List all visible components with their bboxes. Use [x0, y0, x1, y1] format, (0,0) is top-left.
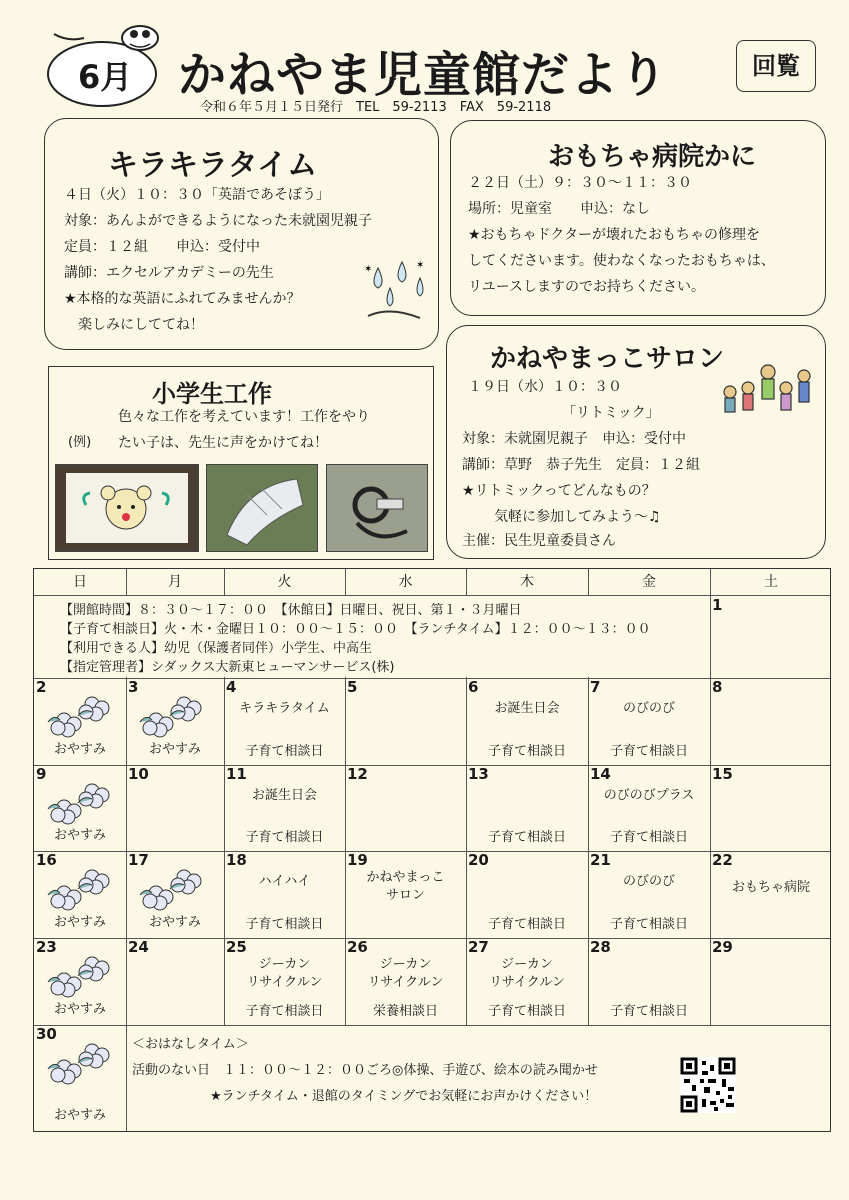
day-number: 9 — [36, 765, 47, 783]
info-line: 【指定管理者】シダックス大新東ヒューマンサービス(株) — [60, 660, 395, 675]
event-label: ジーカン — [379, 957, 432, 972]
kirakira-line: 講師：エクセルアカデミーの先生 — [64, 265, 274, 281]
day-number: 14 — [590, 765, 611, 783]
day-cell — [224, 851, 345, 938]
day-cell — [126, 938, 224, 1025]
story-title: ＜おはなしタイム＞ — [132, 1037, 249, 1052]
event-label: おもちゃ病院 — [731, 880, 810, 895]
salon-line: 対象：未就園児親子 申込：受付中 — [462, 431, 686, 447]
story-line: 活動のない日 １１：００～１２：００ごろ◎体操、手遊び、絵本の読み聞かせ — [132, 1063, 598, 1078]
day-cell — [224, 678, 345, 765]
consult-label: 子育て相談日 — [487, 830, 566, 845]
consult-label: 子育て相談日 — [245, 744, 324, 759]
holiday-label: おやすみ — [53, 828, 106, 843]
newsletter-title: かねやま児童館だより — [178, 47, 669, 103]
kousaku-line: 色々な工作を考えています！工作をやり — [118, 409, 370, 425]
omocha-line: してくださいます。使わなくなったおもちゃは、 — [468, 253, 775, 269]
omocha-line: リユースしますのでお持ちください。 — [468, 279, 706, 295]
consult-label: 子育て相談日 — [245, 830, 324, 845]
dow-fri: 金 — [642, 574, 656, 590]
info-block — [60, 601, 651, 677]
day-number: 29 — [712, 938, 733, 956]
issue-line: 令和６年５月１５日発行 TEL 59-2113 FAX 59-2118 — [200, 100, 552, 115]
salon-line: 気軽に参加してみよう～♫ — [494, 509, 661, 525]
day-number: 25 — [226, 938, 247, 956]
day-number: 1 — [712, 596, 723, 614]
consult-label: 子育て相談日 — [609, 830, 688, 845]
consult-label: 子育て相談日 — [609, 917, 688, 932]
day-cell — [710, 938, 832, 1025]
day-number: 8 — [712, 678, 723, 696]
event-label: のびのび — [622, 701, 675, 716]
event-label: お誕生日会 — [251, 788, 317, 803]
day-cell — [710, 765, 832, 851]
dow-tue: 火 — [277, 574, 292, 590]
day-cell — [588, 678, 710, 765]
hydrangea-icon — [44, 952, 114, 1000]
hydrangea-icon — [136, 865, 206, 913]
holiday-label: おやすみ — [148, 915, 201, 930]
circulate-badge: 回覧 — [736, 40, 816, 92]
children-dancing-illustration — [716, 362, 816, 420]
hydrangea-icon — [44, 692, 114, 740]
day-cell — [710, 851, 832, 938]
event-label: かねやまっこ — [366, 870, 445, 885]
kirakira-line: ★本格的な英語にふれてみませんか？ — [64, 291, 301, 307]
kousaku-title: 小学生工作 — [152, 380, 272, 408]
day-number: 10 — [128, 765, 149, 783]
svg-text:✶: ✶ — [416, 260, 425, 271]
info-line: 【利用できる人】幼児（保護者同伴）小学生、中高生 — [60, 641, 373, 656]
day-number: 21 — [590, 851, 611, 869]
kirakira-line: 対象：あんよができるようになった未就園児親子 — [64, 213, 372, 229]
kirakira-line: 定員：１２組 申込：受付中 — [64, 239, 260, 255]
dow-thu: 木 — [520, 574, 534, 590]
day-number: 5 — [347, 678, 358, 696]
event-label: ハイハイ — [258, 874, 311, 889]
hydrangea-icon — [44, 779, 114, 827]
day-number: 16 — [36, 851, 57, 869]
day-cell — [345, 851, 466, 938]
holiday-label: おやすみ — [53, 1108, 106, 1123]
salon-line: 「リトミック」 — [562, 405, 660, 421]
omocha-line: ２２日（土）９：３０～１１：３０ — [468, 175, 692, 191]
day-cell — [588, 765, 710, 851]
event-label: のびのびプラス — [603, 788, 695, 803]
day-number: 3 — [128, 678, 139, 696]
day-number: 11 — [226, 765, 247, 783]
day-number: 2 — [36, 678, 47, 696]
day-cell — [466, 938, 588, 1025]
consult-label: 子育て相談日 — [487, 1004, 566, 1019]
day-cell — [588, 938, 710, 1025]
day-number: 4 — [226, 678, 237, 696]
event-label: リサイクルン — [489, 975, 565, 990]
sparkle-drops-illustration — [360, 258, 432, 326]
day-number: 22 — [712, 851, 733, 869]
consult-label: 子育て相談日 — [487, 917, 566, 932]
day-cell — [224, 765, 345, 851]
day-cell — [126, 765, 224, 851]
consult-label: 栄養相談日 — [372, 1004, 438, 1019]
month-label: 6月 — [78, 58, 133, 96]
day-number: 30 — [36, 1025, 57, 1043]
event-label: のびのび — [622, 874, 675, 889]
holiday-label: おやすみ — [53, 742, 106, 757]
kousaku-line: たい子は、先生に声をかけてね！ — [118, 435, 328, 451]
day-cell — [345, 678, 466, 765]
consult-label: 子育て相談日 — [487, 744, 566, 759]
event-label: リサイクルン — [367, 975, 444, 990]
day-cell — [466, 851, 588, 938]
dow-sat: 土 — [764, 574, 778, 590]
day-cell — [466, 678, 588, 765]
dow-wed: 水 — [398, 574, 413, 590]
holiday-label: おやすみ — [53, 915, 106, 930]
salon-title: かねやまっこサロン — [490, 344, 725, 374]
omocha-line: 場所：児童室 申込：なし — [468, 201, 650, 217]
day-number: 7 — [590, 678, 601, 696]
craft-photo-paper — [206, 464, 318, 552]
event-label: キラキラタイム — [239, 701, 330, 716]
kirakira-line: ４日（火）１０：３０「英語であそぼう」 — [64, 187, 330, 203]
kousaku-example: (例) — [68, 435, 92, 450]
day-number: 27 — [468, 938, 489, 956]
dow-mon: 月 — [168, 574, 182, 590]
craft-photo-frame — [55, 464, 199, 552]
omocha-line: ★おもちゃドクターが壊れたおもちゃの修理を — [468, 227, 760, 243]
consult-label: 子育て相談日 — [245, 917, 324, 932]
day-number: 20 — [468, 851, 489, 869]
event-label: リサイクルン — [246, 975, 323, 990]
day-number: 13 — [468, 765, 489, 783]
craft-photo-gadget — [326, 464, 428, 552]
info-line: 【開館時間】８：３０～１７：００ 【休館日】日曜日、祝日、第１・３月曜日 — [60, 603, 522, 618]
day-cell — [345, 765, 466, 851]
salon-line: 主催：民生児童委員さん — [462, 533, 616, 549]
day-cell — [224, 938, 345, 1025]
qr-code[interactable] — [680, 1057, 736, 1113]
consult-label: 子育て相談日 — [609, 744, 688, 759]
day-cell — [126, 851, 224, 938]
day-cell — [588, 851, 710, 938]
holiday-label: おやすみ — [148, 742, 201, 757]
story-line: ★ランチタイム・退館のタイミングでお気軽にお声かけください！ — [210, 1089, 598, 1104]
holiday-label: おやすみ — [53, 1002, 106, 1017]
day-number: 24 — [128, 938, 149, 956]
info-line: 【子育て相談日】火・木・金曜日１０：００～１５：００ 【ランチタイム】１２：００～１３：００ — [60, 622, 651, 637]
event-label: ジーカン — [501, 957, 553, 972]
event-label: ジーカン — [258, 957, 311, 972]
dow-sun: 日 — [73, 574, 87, 590]
svg-text:✶: ✶ — [364, 264, 373, 275]
kirakira-line: 楽しみにしててね！ — [64, 317, 204, 333]
hydrangea-icon — [44, 1039, 114, 1087]
salon-line: ★リトミックってどんなもの？ — [462, 483, 656, 499]
day-number: 15 — [712, 765, 733, 783]
day-cell — [34, 851, 126, 938]
kirakira-title: キラキラタイム — [108, 148, 318, 183]
omocha-title: おもちゃ病院かに — [548, 142, 757, 172]
salon-line: １９日（水）１０：３０ — [468, 379, 622, 395]
day-cell — [34, 1025, 126, 1131]
day-cell — [466, 765, 588, 851]
event-label: お誕生日会 — [494, 701, 560, 716]
calendar — [33, 568, 831, 1132]
day-cell — [34, 678, 126, 765]
day-number: 17 — [128, 851, 149, 869]
day-number: 23 — [36, 938, 57, 956]
day-number: 12 — [347, 765, 368, 783]
hydrangea-icon — [44, 865, 114, 913]
day-number: 19 — [347, 851, 368, 869]
day-cell — [710, 678, 832, 765]
day-number: 6 — [468, 678, 479, 696]
day-number: 18 — [226, 851, 247, 869]
consult-label: 子育て相談日 — [609, 1004, 688, 1019]
day-cell — [126, 678, 224, 765]
hydrangea-icon — [136, 692, 206, 740]
day-cell — [345, 938, 466, 1025]
day-number: 26 — [347, 938, 368, 956]
salon-line: 講師：草野 恭子先生 定員：１２組 — [462, 457, 700, 473]
day-cell — [34, 765, 126, 851]
consult-label: 子育て相談日 — [245, 1004, 324, 1019]
event-label: サロン — [385, 888, 425, 903]
day-cell — [34, 938, 126, 1025]
day-number: 28 — [590, 938, 611, 956]
